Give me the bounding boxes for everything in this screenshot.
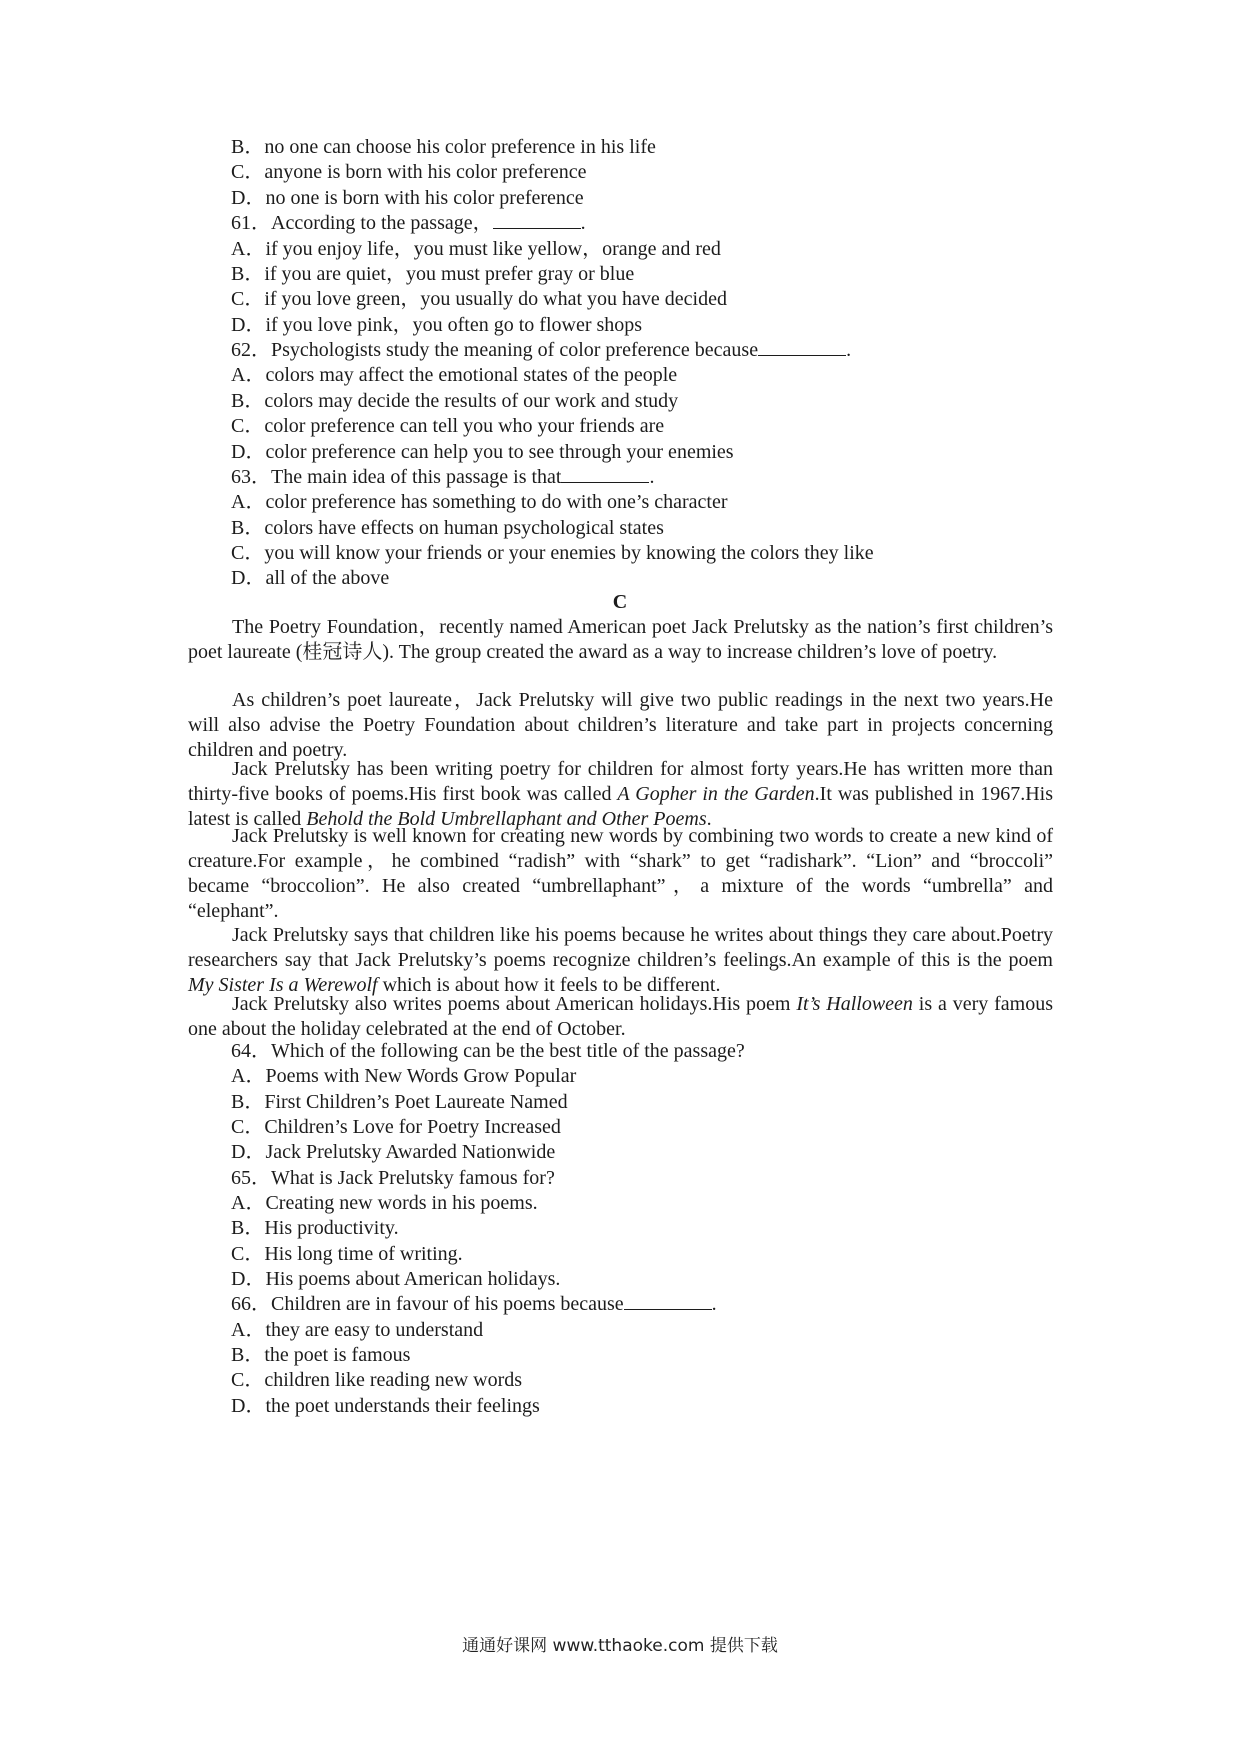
section-c-heading: C — [612, 591, 628, 613]
q61-answer-blank — [493, 212, 581, 229]
q65-option-d: D．His poems about American holidays. — [231, 1268, 561, 1290]
q61-option-d: D．if you love pink，you often go to flower shops — [231, 314, 643, 336]
q65-option-a: A．Creating new words in his poems. — [231, 1192, 538, 1214]
q63-option-a: A．color preference has something to do with one’s character — [231, 491, 728, 513]
q60-option-d: D．no one is born with his color preference — [231, 187, 584, 209]
p3-text-e: . — [706, 808, 712, 830]
q63-answer-blank — [561, 466, 649, 483]
q66-option-a: A．they are easy to understand — [231, 1319, 484, 1341]
q64-option-a: A．Poems with New Words Grow Popular — [231, 1065, 577, 1087]
q62-answer-blank — [758, 339, 846, 356]
p5-text-c: which is about how it feels to be different. — [377, 974, 721, 996]
passage-c-paragraph-1 — [188, 615, 1053, 665]
q64-option-b: B．First Children’s Poet Laureate Named — [231, 1091, 568, 1113]
q64-option-c: C．Children’s Love for Poetry Increased — [231, 1116, 561, 1138]
q64-stem: 64．Which of the following can be the best title of the passage? — [231, 1040, 745, 1062]
p6-text-c: is a very famous one about the holiday celebrated at the end of October. — [188, 993, 1053, 1040]
q63-option-c: C．you will know your friends or your enemies by knowing the colors they like — [231, 542, 874, 564]
passage-c-paragraph-2 — [188, 688, 1053, 763]
p6-text-a: Jack Prelutsky also writes poems about American holidays.His poem — [232, 993, 797, 1015]
q61-stem — [231, 209, 586, 237]
q66-stem — [231, 1290, 717, 1318]
q62-stem-text: 62．Psychologists study the meaning of color preference because — [231, 339, 759, 361]
q66-answer-blank — [624, 1293, 712, 1310]
p1-text: The Poetry Foundation，recently named American poet Jack Prelutsky as the nation’s first children’s poet laureate (桂冠诗人). The group created the award as a way to increase children’s love of poetry. — [188, 616, 1053, 663]
q61-option-c: C．if you love green，you usually do what you have decided — [231, 288, 727, 310]
q63-option-d: D．all of the above — [231, 567, 390, 589]
q60-option-b: B．no one can choose his color preference in his life — [231, 136, 656, 158]
q62-stem-tail: . — [846, 339, 852, 361]
p3-book-title-2: Behold the Bold Umbrellaphant and Other Poems — [306, 808, 707, 830]
q62-option-c: C．color preference can tell you who your friends are — [231, 415, 665, 437]
q65-stem: 65．What is Jack Prelutsky famous for? — [231, 1167, 555, 1189]
q62-option-a: A．colors may affect the emotional states of the people — [231, 364, 678, 386]
q65-option-c: C．His long time of writing. — [231, 1243, 463, 1265]
q61-option-b: B．if you are quiet，you must prefer gray or blue — [231, 263, 635, 285]
q66-stem-tail: . — [711, 1293, 717, 1315]
q61-option-a: A．if you enjoy life，you must like yellow，orange and red — [231, 238, 721, 260]
q65-option-b: B．His productivity. — [231, 1217, 399, 1239]
page-footer: 通通好课网 www.tthaoke.com 提供下载 — [462, 1636, 778, 1656]
p5-text-a: Jack Prelutsky says that children like his poems because he writes about things they care about.Poetry researchers say that Jack Prelutsky’s poems recognize children’s feelings.An example of this is the poem — [188, 924, 1053, 971]
p6-poem-title: It’s Halloween — [796, 993, 913, 1015]
q62-stem — [231, 336, 851, 364]
q63-stem — [231, 463, 654, 491]
q66-option-c: C．children like reading new words — [231, 1369, 523, 1391]
q63-stem-tail: . — [649, 466, 655, 488]
q60-option-c: C．anyone is born with his color preference — [231, 161, 587, 183]
p4-text: Jack Prelutsky is well known for creating new words by combining two words to create a new kind of creature.For example，he combined “radish” with “shark” to get “radishark”. “Lion” and “broccoli” became “broccolion”. He also created “umbrellaphant”，a mixture of the words “umbrella” and “elephant”. — [188, 825, 1053, 922]
p3-text-a: Jack Prelutsky has been writing poetry for children for almost forty years.He has written more than thirty-five books of poems.His first book was called — [188, 758, 1053, 805]
passage-c-paragraph-5 — [188, 923, 1053, 998]
passage-c-paragraph-3 — [188, 757, 1053, 832]
q61-stem-tail: . — [580, 212, 586, 234]
q61-stem-text: 61．According to the passage， — [231, 212, 493, 234]
q63-stem-text: 63．The main idea of this passage is that — [231, 466, 562, 488]
q66-option-b: B．the poet is famous — [231, 1344, 411, 1366]
passage-c-paragraph-4 — [188, 824, 1053, 924]
q62-option-b: B．colors may decide the results of our work and study — [231, 390, 679, 412]
p3-book-title-1: A Gopher in the Garden — [617, 783, 815, 805]
q66-option-d: D．the poet understands their feelings — [231, 1395, 540, 1417]
p5-poem-title: My Sister Is a Werewolf — [188, 974, 378, 996]
passage-c-paragraph-6 — [188, 992, 1053, 1042]
q63-option-b: B．colors have effects on human psychological states — [231, 517, 664, 539]
q62-option-d: D．color preference can help you to see through your enemies — [231, 441, 734, 463]
p2-text: As children’s poet laureate，Jack Prelutsky will give two public readings in the next two years.He will also advise the Poetry Foundation about children’s literature and take part in projects concerning children and poetry. — [188, 689, 1053, 761]
p3-text-c: .It was published in 1967.His latest is called — [188, 783, 1054, 830]
q64-option-d: D．Jack Prelutsky Awarded Nationwide — [231, 1141, 556, 1163]
q66-stem-text: 66．Children are in favour of his poems because — [231, 1293, 624, 1315]
